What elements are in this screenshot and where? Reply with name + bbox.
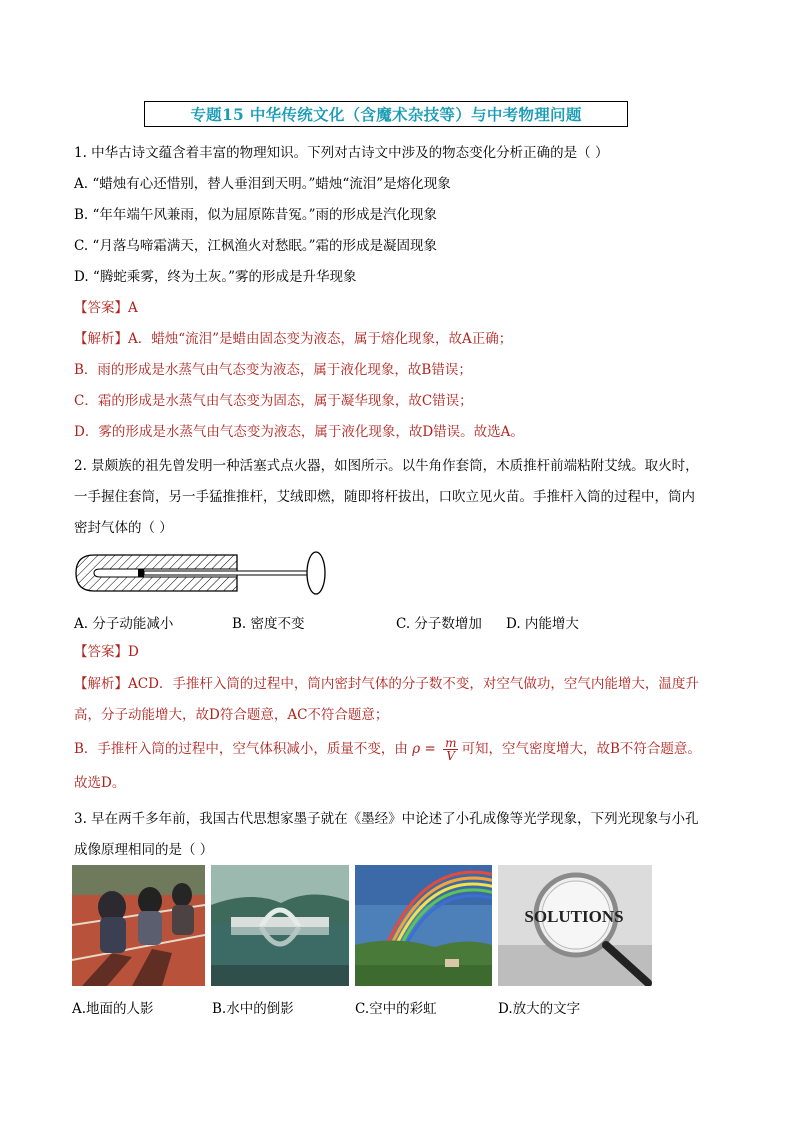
q1-option-a: A. “蜡烛有心还惜别，替人垂泪到天明。”蜡烛“流泪”是熔化现象	[74, 176, 451, 192]
solutions-word: SOLUTIONS	[524, 907, 624, 926]
q2-analysis-line-1	[74, 675, 699, 693]
q1-option-d: D. “腾蛇乘雾，终为土灰。”雾的形成是升华现象	[74, 269, 357, 285]
fraction-denominator: V	[446, 749, 456, 763]
q1-option-c: C. “月落乌啼霜满天，江枫渔火对愁眠。”霜的形成是凝固现象	[74, 238, 437, 254]
analysis-text: A．蜡烛“流泪”是蜡由固态变为液态，属于熔化现象，故A正确；	[128, 331, 513, 347]
density-symbol: ρ =	[412, 741, 436, 757]
q2-analysis-line-2: 高，分子动能增大，故D符合题意，AC不符合题意；	[74, 707, 389, 723]
analysis-text-post: 可知，空气密度增大，故B不符合题意。	[461, 741, 701, 757]
photo-bridge-reflection	[211, 865, 349, 986]
q1-analysis-line-4: D．雾的形成是水蒸气由气态变为液态，属于液化现象，故D错误。故选A。	[74, 424, 524, 440]
push-rod-shape	[144, 571, 307, 575]
rod-handle-shape	[307, 552, 325, 594]
q1-option-b: B. “年年端午风兼雨，似为屈原陈昔冤。”雨的形成是汽化现象	[74, 207, 438, 223]
q2-option-b: B. 密度不变	[232, 616, 305, 632]
page-title: 专题15 中华传统文化（含魔术杂技等）与中考物理问题	[144, 101, 628, 127]
answer-tag: 【答案】	[74, 300, 128, 316]
q3-caption-a: A.地面的人影	[72, 1001, 154, 1017]
q2-answer	[74, 643, 139, 661]
q3-caption-b: B.水中的倒影	[212, 1001, 294, 1017]
analysis-text: ACD．手推杆入筒的过程中，筒内密封气体的分子数不变，对空气做功，空气内能增大，温度升	[128, 676, 699, 692]
q1-stem: 1. 中华古诗文蕴含着丰富的物理知识。下列对古诗文中涉及的物态变化分析正确的是（ ）	[74, 145, 609, 161]
density-fraction	[443, 737, 458, 762]
q2-option-c: C. 分子数增加	[396, 616, 482, 632]
answer-value: D	[128, 644, 139, 660]
q1-analysis-line-1	[74, 330, 512, 348]
q1-analysis-line-2: B．雨的形成是水蒸气由气态变为液态，属于液化现象，故B错误；	[74, 362, 472, 378]
q1-answer	[74, 299, 138, 317]
q3-stem-line-2: 成像原理相同的是（ ）	[74, 842, 214, 858]
q3-caption-d: D.放大的文字	[498, 1001, 581, 1017]
analysis-tag: 【解析】	[74, 331, 128, 347]
q2-stem-line-2: 一手握住套筒，另一手猛推推杆，艾绒即燃，随即将杆拔出，口吹立见火苗。手推杆入筒的过程中，筒内	[74, 489, 695, 505]
fraction-numerator: m	[445, 736, 457, 750]
photo-shadows	[72, 865, 205, 986]
answer-value: A	[128, 300, 138, 316]
q2-stem-line-3: 密封气体的（ ）	[74, 520, 173, 536]
answer-tag: 【答案】	[74, 644, 128, 660]
analysis-tag: 【解析】	[74, 676, 128, 692]
q2-analysis-line-4: 故选D。	[74, 775, 126, 791]
q2-analysis-line-3	[74, 736, 701, 762]
q3-stem-line-1: 3. 早在两千多年前，我国古代思想家墨子就在《墨经》中论述了小孔成像等光学现象，下列光现象与小孔	[74, 811, 699, 827]
photo-rainbow	[355, 865, 492, 986]
q1-analysis-line-3: C．霜的形成是水蒸气由气态变为固态，属于凝华现象，故C错误；	[74, 393, 473, 409]
q2-stem-line-1: 2. 景颇族的祖先曾发明一种活塞式点火器，如图所示。以牛角作套筒，木质推杆前端粘附艾绒。取火时，	[74, 458, 699, 474]
tinder-shape	[138, 569, 144, 577]
q2-option-d: D. 内能增大	[506, 616, 579, 632]
q3-caption-c: C.空中的彩虹	[355, 1001, 437, 1017]
piston-igniter-figure	[72, 547, 340, 599]
q2-option-a: A. 分子动能减小	[74, 616, 174, 632]
analysis-text-pre: B．手推杆入筒的过程中，空气体积减小，质量不变，由	[74, 741, 408, 757]
photo-magnifier	[498, 865, 652, 986]
